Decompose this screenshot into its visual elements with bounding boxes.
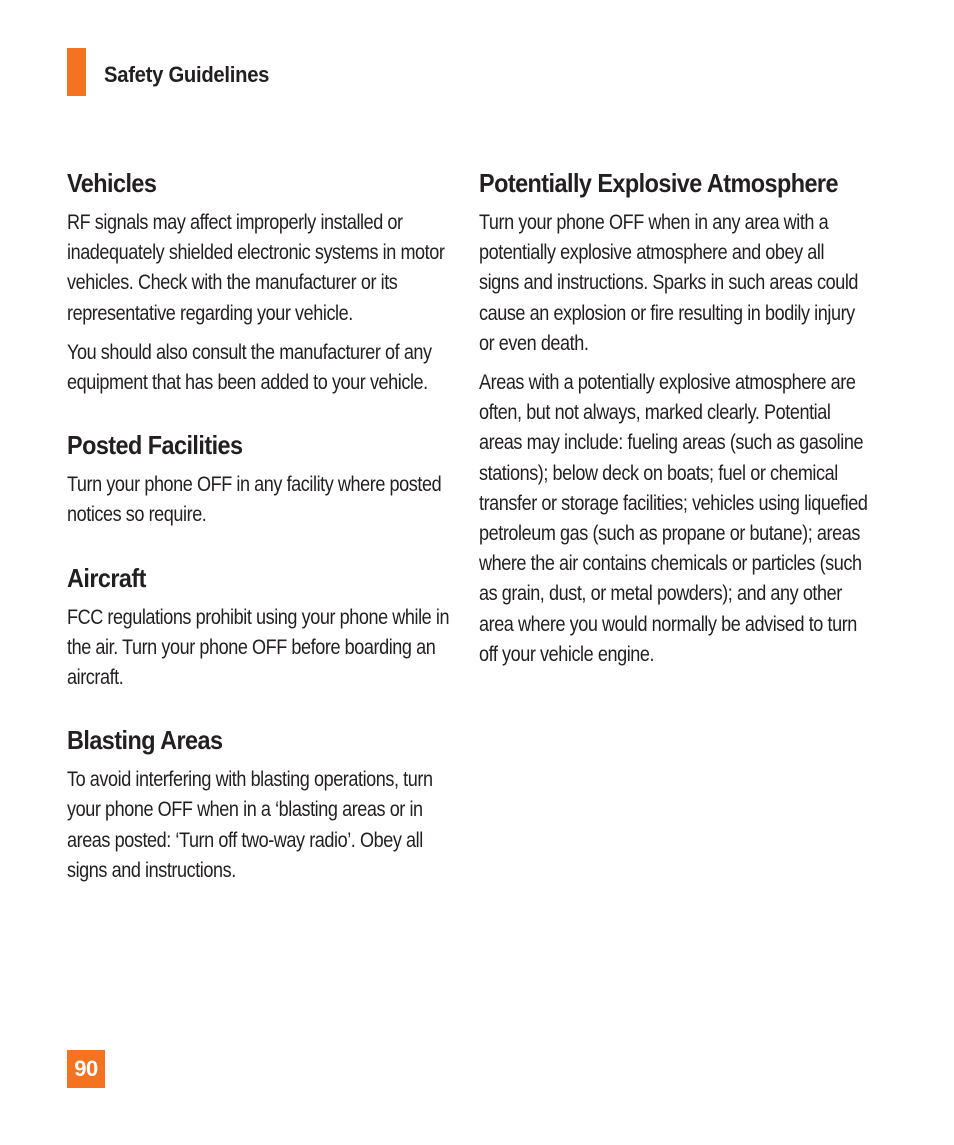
section-aircraft [67, 561, 452, 694]
section-paragraph: You should also consult the manufacturer of any equipment that has been added to your vehicle. [67, 340, 432, 395]
section-explosive-atmosphere [479, 166, 869, 670]
header-accent-bar [67, 48, 86, 96]
section-heading: Vehicles [67, 168, 157, 198]
section-vehicles [67, 166, 452, 398]
section-paragraph: Turn your phone OFF in any facility where posted notices so require. [67, 473, 442, 527]
section-paragraph: Turn your phone OFF when in any area with a potentially explosive atmosphere and obey all signs and instructions. Sparks in such areas could cause an explosion or fire resulting in bodily injury or even death. [479, 211, 859, 355]
section-paragraph: To avoid interfering with blasting operations, turn your phone OFF when in a ‘blasting areas or in areas posted: ‘Turn off two-way radio’. Obey all signs and instructions. [67, 768, 433, 882]
section-posted-facilities [67, 428, 452, 530]
section-heading: Blasting Areas [67, 725, 223, 756]
section-blasting-areas [67, 723, 452, 886]
page-header-title: Safety Guidelines [104, 62, 270, 87]
right-column [479, 166, 869, 700]
page-number-badge: 90 [67, 1050, 105, 1088]
left-column [67, 166, 452, 916]
section-heading: Potentially Explosive Atmosphere [479, 168, 838, 198]
section-paragraph: FCC regulations prohibit using your phone while in the air. Turn your phone OFF before boarding an aircraft. [67, 605, 450, 690]
section-heading: Posted Facilities [67, 430, 243, 461]
section-paragraph: Areas with a potentially explosive atmosphere are often, but not always, marked clearly. Potential areas may include: fueling areas (such as gasoline stations); below deck on boats; fuel or chemical transfer or storage facilities; vehicles using liquefied petroleum gas (such as propane or butane); areas where the air contains chemicals or particles (such as grain, dust, or metal powders); and any other area where you would normally be advised to turn off your vehicle engine. [479, 371, 868, 666]
section-heading: Aircraft [67, 562, 146, 593]
section-paragraph: RF signals may affect improperly installed or inadequately shielded electronic systems in motor vehicles. Check with the manufacturer or its representative regarding your vehicle. [67, 211, 445, 325]
